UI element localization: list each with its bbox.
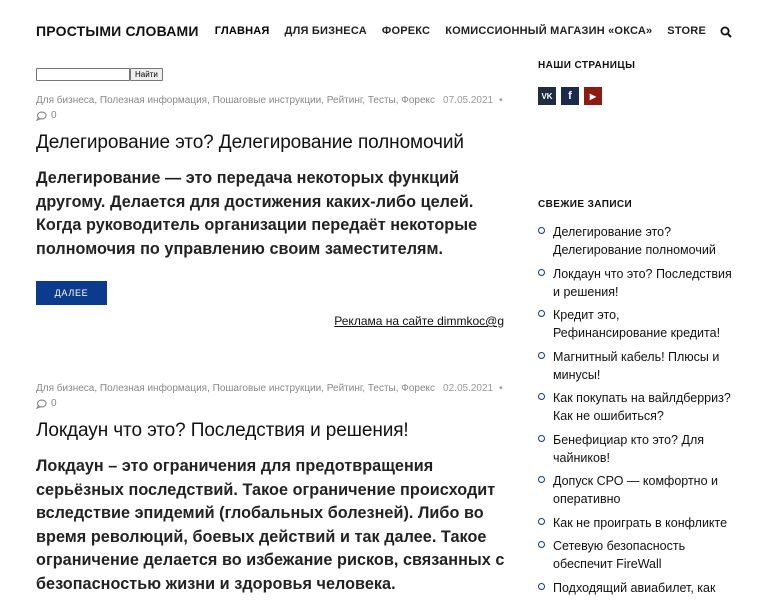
- recent-post-link[interactable]: Бенефициар кто это? Для чайников!: [538, 431, 738, 467]
- search-icon[interactable]: [720, 26, 732, 38]
- post-card: [36, 95, 506, 328]
- post-excerpt: Локдаун – это ограничения для предотвращения серьёзных последствий. Такое ограничение происходит вследствие эпидемий (глобальных болезней). Либо во время революций, боевых действий и так далее. Такое ограничение делается во избежание рисков, связанных с безопасностью жизни и здоровья человека.: [36, 457, 505, 593]
- comment-icon: [36, 111, 47, 121]
- sidebar-pages-widget: [538, 60, 738, 105]
- widget-title-recent: СВЕЖИЕ ЗАПИСИ: [538, 199, 633, 210]
- post-title[interactable]: Локдаун что это? Последствия и решения!: [36, 420, 409, 441]
- post-comments[interactable]: [36, 110, 506, 122]
- recent-post-link[interactable]: Делегирование это? Делегирование полномочий: [538, 223, 738, 259]
- post-categories[interactable]: Для бизнеса, Полезная информация, Пошаговые инструкции, Рейтинг, Тесты, Форекс: [36, 95, 436, 106]
- recent-post-link[interactable]: Кредит это, Рефинансирование кредита!: [538, 306, 738, 342]
- recent-posts-list: [538, 223, 738, 600]
- nav-item-home[interactable]: ГЛАВНАЯ: [214, 25, 270, 37]
- read-more-button[interactable]: ДАЛЕЕ: [36, 281, 107, 305]
- recent-post-link[interactable]: Магнитный кабель! Плюсы и минусы!: [538, 348, 738, 384]
- post-excerpt: Делегирование — это передача некоторых функций другому. Делается для достижения каких-либо целей. Когда руководитель организации передаёт некоторые полномочия по управлению своим заместителям.: [36, 169, 478, 258]
- post-meta: [36, 383, 506, 395]
- recent-post-link[interactable]: Допуск СРО — комфортно и оперативно: [538, 472, 738, 508]
- bullet-icon: [538, 583, 545, 590]
- recent-post-link[interactable]: Локдаун что это? Последствия и решения!: [538, 265, 738, 301]
- post-date: 02.05.2021: [443, 383, 494, 394]
- recent-post-link[interactable]: Сетевую безопасность обеспечит FireWall: [538, 537, 738, 573]
- site-header: [0, 0, 760, 62]
- ad-link[interactable]: Реклама на сайте dimmkoc@g: [334, 314, 504, 328]
- facebook-icon[interactable]: f: [561, 87, 579, 105]
- recent-post-link[interactable]: Как покупать на вайлдберриз? Как не ошибиться?: [538, 389, 738, 425]
- widget-title-pages: НАШИ СТРАНИЦЫ: [538, 60, 636, 71]
- social-links: [538, 87, 738, 105]
- comment-icon: [36, 399, 47, 409]
- post-meta: [36, 95, 506, 107]
- recent-post-link[interactable]: Как не проиграть в конфликте: [538, 514, 738, 532]
- nav-item-oksa-shop[interactable]: КОМИССИОННЫЙ МАГАЗИН «ОКСА»: [445, 25, 653, 37]
- bullet-icon: [538, 476, 545, 483]
- youtube-icon[interactable]: ▶: [584, 87, 602, 105]
- nav-item-forex[interactable]: ФОРЕКС: [381, 25, 431, 37]
- post-categories[interactable]: Для бизнеса, Полезная информация, Пошаговые инструкции, Рейтинг, Тесты, Форекс: [36, 383, 436, 394]
- bullet-icon: [538, 393, 545, 400]
- search-input[interactable]: [36, 68, 130, 81]
- nav-item-store[interactable]: STORE: [667, 25, 706, 37]
- meta-separator: •: [499, 95, 503, 106]
- post-card: [36, 383, 506, 596]
- post-title[interactable]: Делегирование это? Делегирование полномочий: [36, 132, 464, 153]
- meta-separator: •: [499, 383, 503, 394]
- bullet-icon: [538, 541, 545, 548]
- bullet-icon: [538, 352, 545, 359]
- search-form: [36, 68, 163, 81]
- main-nav: [200, 25, 732, 37]
- comment-count: 0: [51, 110, 57, 121]
- recent-post-link[interactable]: Подходящий авиабилет, как: [538, 579, 738, 597]
- search-button[interactable]: Найти: [130, 68, 163, 81]
- post-date: 07.05.2021: [443, 95, 494, 106]
- bullet-icon: [538, 310, 545, 317]
- bullet-icon: [538, 269, 545, 276]
- bullet-icon: [538, 227, 545, 234]
- bullet-icon: [538, 518, 545, 525]
- post-comments[interactable]: [36, 398, 506, 410]
- comment-count: 0: [51, 398, 57, 409]
- bullet-icon: [538, 435, 545, 442]
- nav-item-business[interactable]: ДЛЯ БИЗНЕСА: [284, 25, 367, 37]
- vk-icon[interactable]: VK: [538, 87, 556, 105]
- site-title[interactable]: ПРОСТЫМИ СЛОВАМИ: [36, 23, 199, 39]
